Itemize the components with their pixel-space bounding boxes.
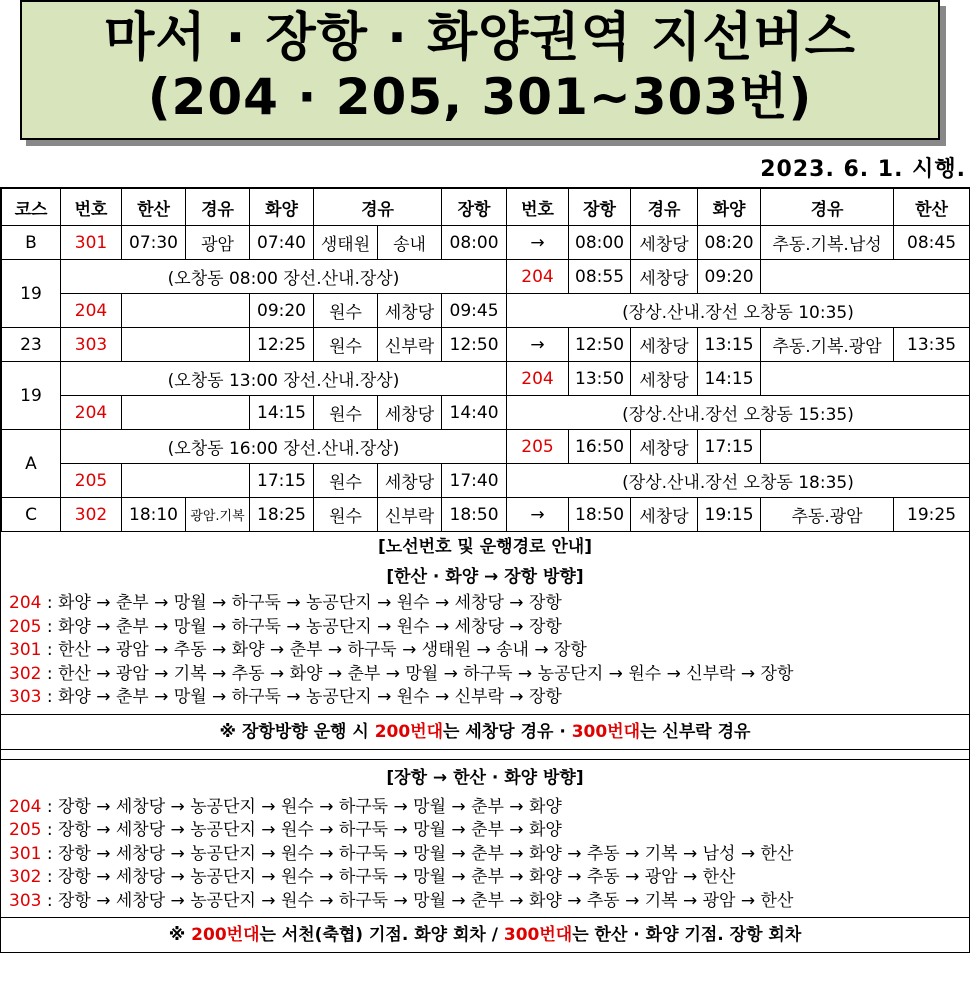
time-cell: 18:50 <box>569 498 631 532</box>
via-cell: 세창당 <box>631 260 698 294</box>
via-cell: 원수 <box>314 498 378 532</box>
via-cell: 광암.기복 <box>186 498 250 532</box>
route-number: 302 <box>9 867 42 887</box>
table-header-row <box>2 189 970 226</box>
time-cell: 17:40 <box>442 464 507 498</box>
time-cell: 08:55 <box>569 260 631 294</box>
time-cell: 12:50 <box>569 328 631 362</box>
note-text: 는 서천(축협) 기점. 화양 회차 / <box>259 925 504 945</box>
route-number: 302 <box>9 663 42 684</box>
via-cell: 추동.광암 <box>761 498 894 532</box>
route-line <box>1 663 969 687</box>
time-cell: 07:30 <box>122 226 186 260</box>
time-cell: 14:15 <box>250 396 314 430</box>
course-cell: B <box>2 226 61 260</box>
note-highlight: 200번대 <box>191 925 260 945</box>
title-box <box>20 0 940 140</box>
header-cell: 장항 <box>442 189 507 226</box>
time-cell: 17:15 <box>250 464 314 498</box>
table-row <box>2 294 970 328</box>
route-line <box>1 639 969 663</box>
direction-heading: [장항 → 한산 · 화양 방향] <box>1 759 969 796</box>
route-path: : 한산 → 광암 → 기복 → 추동 → 화양 → 춘부 → 망월 → 하구둑 → 농공단지 → 원수 → 신부락 → 장항 <box>41 663 794 684</box>
time-cell: 08:00 <box>442 226 507 260</box>
via-cell: 원수 <box>314 328 378 362</box>
route-number: 205 <box>9 820 42 840</box>
time-cell: 12:50 <box>442 328 507 362</box>
span-note-cell: (오창동 08:00 장선.산내.장상) <box>61 260 507 294</box>
via-cell: 세창당 <box>631 362 698 396</box>
route-path: : 장항 → 세창당 → 농공단지 → 원수 → 하구둑 → 망월 → 춘부 → 화양 → 추동 → 광암 → 한산 <box>41 867 736 887</box>
route-path: : 장항 → 세창당 → 농공단지 → 원수 → 하구둑 → 망월 → 춘부 → 화양 → 추동 → 기복 → 남성 → 한산 <box>41 843 794 864</box>
via-cell: 세창당 <box>378 294 442 328</box>
empty-cell <box>122 396 250 430</box>
route-line <box>1 686 969 710</box>
time-cell: 14:40 <box>442 396 507 430</box>
route-line <box>1 616 969 640</box>
route-path: : 한산 → 광암 → 추동 → 화양 → 춘부 → 하구둑 → 생태원 → 송내 → 장항 <box>41 640 587 660</box>
empty-cell <box>122 328 250 362</box>
note-highlight: 300번대 <box>571 721 641 742</box>
arrow-cell: → <box>507 226 569 260</box>
empty-cell <box>761 430 970 464</box>
route-info-title: [노선번호 및 운행경로 안내] <box>378 537 592 557</box>
time-cell: 14:15 <box>698 362 761 396</box>
header-cell: 번호 <box>507 189 569 226</box>
via-cell: 세창당 <box>631 430 698 464</box>
time-cell: 19:25 <box>894 498 970 532</box>
header-cell: 한산 <box>894 189 970 226</box>
course-cell: 23 <box>2 328 61 362</box>
time-cell: 18:25 <box>250 498 314 532</box>
empty-cell <box>761 362 970 396</box>
route-number-cell: 204 <box>507 362 569 396</box>
route-line <box>1 592 969 616</box>
via-cell: 원수 <box>314 464 378 498</box>
time-cell: 18:50 <box>442 498 507 532</box>
route-number-cell: 205 <box>61 464 122 498</box>
route-path: : 장항 → 세창당 → 농공단지 → 원수 → 하구둑 → 망월 → 춘부 → 화양 → 추동 → 기복 → 광암 → 한산 <box>41 890 794 911</box>
via-cell: 세창당 <box>631 226 698 260</box>
header-cell: 장항 <box>569 189 631 226</box>
span-note-cell: (장상.산내.장선 오창동 15:35) <box>507 396 970 430</box>
route-line <box>1 890 969 914</box>
note-text: 는 신부락 경유 <box>640 721 751 742</box>
span-note-cell: (오창동 13:00 장선.산내.장상) <box>61 362 507 396</box>
header-cell: 한산 <box>122 189 186 226</box>
table-row <box>2 362 970 396</box>
route-path: : 장항 → 세창당 → 농공단지 → 원수 → 하구둑 → 망월 → 춘부 → 화양 <box>41 796 562 817</box>
header-cell: 경유 <box>314 189 442 226</box>
via-cell: 추동.기복.남성 <box>761 226 894 260</box>
table-row <box>2 260 970 294</box>
time-cell: 12:25 <box>250 328 314 362</box>
via-cell: 세창당 <box>378 464 442 498</box>
route-line <box>1 819 969 843</box>
via-cell: 광암 <box>186 226 250 260</box>
time-cell: 09:20 <box>250 294 314 328</box>
course-cell: 19 <box>2 260 61 328</box>
route-line <box>1 843 969 867</box>
time-cell: 13:50 <box>569 362 631 396</box>
note-text: 는 세창당 경유 · <box>443 721 572 742</box>
note-text: ※ 장항방향 운행 시 <box>219 721 375 742</box>
route-path: : 화양 → 춘부 → 망월 → 하구둑 → 농공단지 → 원수 → 세창당 → 장항 <box>41 616 562 637</box>
note-highlight: 300번대 <box>503 925 573 945</box>
course-cell: A <box>2 430 61 498</box>
via-cell: 추동.기복.광암 <box>761 328 894 362</box>
via-cell: 생태원 <box>314 226 378 260</box>
route-path: : 화양 → 춘부 → 망월 → 하구둑 → 농공단지 → 원수 → 세창당 → 장항 <box>41 593 562 613</box>
note-text: 는 한산 · 화양 기점. 장항 회차 <box>572 925 802 945</box>
route-number-cell: 205 <box>507 430 569 464</box>
table-row <box>2 396 970 430</box>
table-row <box>2 226 970 260</box>
route-number: 301 <box>9 843 42 864</box>
header-cell: 경유 <box>761 189 894 226</box>
route-info-section <box>1 532 969 952</box>
header-cell: 화양 <box>250 189 314 226</box>
table-row <box>2 430 970 464</box>
time-cell: 08:20 <box>698 226 761 260</box>
time-cell: 07:40 <box>250 226 314 260</box>
route-path: : 화양 → 춘부 → 망월 → 하구둑 → 농공단지 → 원수 → 신부락 → 장항 <box>41 687 562 707</box>
empty-cell <box>122 464 250 498</box>
via-cell: 신부락 <box>378 498 442 532</box>
route-number-cell: 303 <box>61 328 122 362</box>
route-number-cell: 204 <box>61 294 122 328</box>
table-row <box>2 328 970 362</box>
route-number: 204 <box>9 593 42 613</box>
via-cell: 원수 <box>314 294 378 328</box>
arrow-cell: → <box>507 498 569 532</box>
note-highlight: 200번대 <box>374 721 444 742</box>
time-cell: 09:45 <box>442 294 507 328</box>
header-cell: 코스 <box>2 189 61 226</box>
table-row <box>2 464 970 498</box>
route-number-cell: 302 <box>61 498 122 532</box>
empty-cell <box>761 260 970 294</box>
header-cell: 경유 <box>186 189 250 226</box>
header-cell: 번호 <box>61 189 122 226</box>
route-number-cell: 204 <box>61 396 122 430</box>
time-cell: 08:45 <box>894 226 970 260</box>
schedule-table <box>1 188 970 532</box>
via-cell: 신부락 <box>378 328 442 362</box>
direction-note <box>1 714 969 749</box>
table-row <box>2 498 970 532</box>
header-cell: 경유 <box>631 189 698 226</box>
course-cell: C <box>2 498 61 532</box>
direction-heading: [한산 · 화양 → 장항 방향] <box>386 567 584 587</box>
time-cell: 13:15 <box>698 328 761 362</box>
time-cell: 16:50 <box>569 430 631 464</box>
route-number: 303 <box>9 890 42 911</box>
effective-date: 2023. 6. 1. 시행. <box>760 157 966 182</box>
time-cell: 08:00 <box>569 226 631 260</box>
page-title: 마서 · 장항 · 화양권역 지선버스 <box>104 8 856 68</box>
timetable-panel <box>0 187 970 953</box>
arrow-cell: → <box>507 328 569 362</box>
span-note-cell: (오창동 16:00 장선.산내.장상) <box>61 430 507 464</box>
route-number: 303 <box>9 687 42 707</box>
time-cell: 18:10 <box>122 498 186 532</box>
header-cell: 화양 <box>698 189 761 226</box>
direction-note <box>1 917 969 952</box>
route-number: 301 <box>9 640 42 660</box>
via-cell: 원수 <box>314 396 378 430</box>
route-line <box>1 866 969 890</box>
via-cell: 세창당 <box>631 328 698 362</box>
route-number-cell: 301 <box>61 226 122 260</box>
span-note-cell: (장상.산내.장선 오창동 10:35) <box>507 294 970 328</box>
empty-cell <box>122 294 250 328</box>
time-cell: 19:15 <box>698 498 761 532</box>
note-text: ※ <box>168 925 192 945</box>
route-number: 205 <box>9 616 42 637</box>
time-cell: 09:20 <box>698 260 761 294</box>
divider <box>1 749 969 759</box>
via-cell: 송내 <box>378 226 442 260</box>
route-line <box>1 796 969 820</box>
via-cell: 세창당 <box>631 498 698 532</box>
route-number-cell: 204 <box>507 260 569 294</box>
route-number: 204 <box>9 796 42 817</box>
via-cell: 세창당 <box>378 396 442 430</box>
course-cell: 19 <box>2 362 61 430</box>
span-note-cell: (장상.산내.장선 오창동 18:35) <box>507 464 970 498</box>
page-subtitle: (204 · 205, 301~303번) <box>147 68 813 126</box>
time-cell: 13:35 <box>894 328 970 362</box>
time-cell: 17:15 <box>698 430 761 464</box>
route-path: : 장항 → 세창당 → 농공단지 → 원수 → 하구둑 → 망월 → 춘부 → 화양 <box>41 820 562 840</box>
